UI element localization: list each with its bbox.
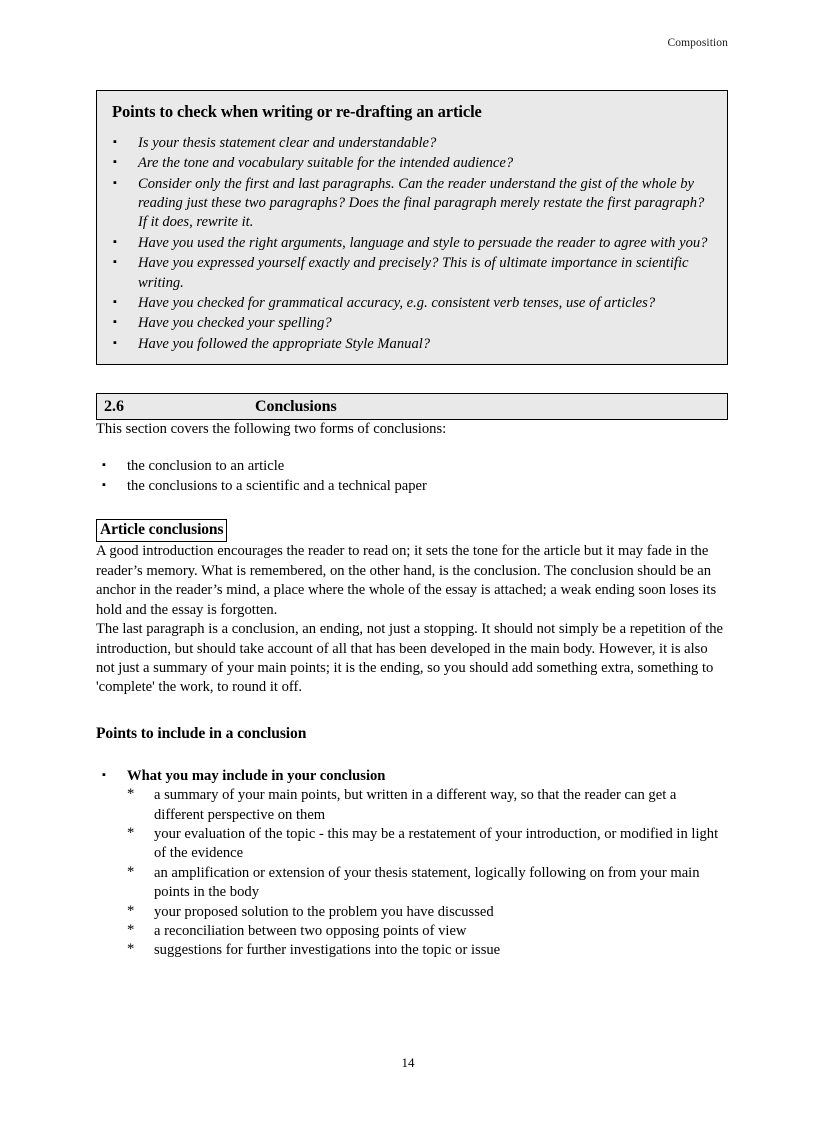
list-item (107, 134, 715, 153)
square-bullet-icon: ▪ (102, 458, 106, 471)
checklist-items (107, 134, 715, 354)
list-item (96, 941, 728, 960)
list-item (96, 477, 728, 496)
list-item (107, 175, 715, 233)
list-item-text: Have you used the right arguments, language and style to persuade the reader to agree with you? (138, 234, 708, 251)
square-bullet-icon: ▪ (102, 768, 106, 781)
square-bullet-icon: ▪ (102, 479, 106, 492)
list-item-text: the conclusion to an article (127, 457, 285, 474)
list-item-text: Have you followed the appropriate Style Manual? (138, 335, 431, 352)
page-content (96, 90, 728, 961)
list-item (107, 335, 715, 354)
list-item-text: Consider only the first and last paragraphs. Can the reader understand the gist of the whole by reading just these two paragraphs? Does the final paragraph merely restate the first paragraph? If it does, rewrite it. (138, 175, 705, 231)
square-bullet-icon: ▪ (113, 156, 117, 169)
square-bullet-icon: ▪ (113, 316, 117, 329)
square-bullet-icon: ▪ (113, 176, 117, 189)
boxed-heading-wrapper (96, 497, 728, 542)
list-item (107, 154, 715, 173)
intro-list (96, 457, 728, 497)
asterisk-bullet-icon: * (127, 863, 135, 880)
list-item (96, 903, 728, 922)
list-item (96, 864, 728, 903)
list-item-text: the conclusions to a scientific and a technical paper (127, 478, 427, 495)
section-title: Conclusions (255, 398, 337, 416)
asterisk-bullet-icon: * (127, 941, 135, 958)
list-item (96, 922, 728, 941)
list-item-text: suggestions for further investigations into the topic or issue (154, 942, 501, 959)
list-item (107, 254, 715, 293)
asterisk-bullet-icon: * (127, 902, 135, 919)
square-bullet-icon: ▪ (113, 256, 117, 269)
list-item-text: Is your thesis statement clear and understandable? (138, 134, 437, 151)
list-item-text: a reconciliation between two opposing points of view (154, 922, 467, 939)
list-item-text: Have you checked your spelling? (138, 315, 332, 332)
intro-lead-in: This section covers the following two forms of conclusions: (96, 421, 447, 438)
square-bullet-icon: ▪ (113, 296, 117, 309)
points-to-include-heading: Points to include in a conclusion (96, 724, 307, 742)
list-item (96, 786, 728, 825)
square-bullet-icon: ▪ (113, 235, 117, 248)
list-item (107, 234, 715, 253)
page-number: 14 (401, 1055, 415, 1070)
square-bullet-icon: ▪ (113, 135, 117, 148)
list-item-text: an amplification or extension of your thesis statement, logically following on from your main points in the body (154, 864, 700, 901)
list-item (96, 457, 728, 476)
list-item-text: What you may include in your conclusion (127, 767, 386, 784)
article-conclusions-heading: Article conclusions (96, 519, 227, 542)
asterisk-bullet-icon: * (127, 824, 135, 841)
points-sub-list (96, 786, 728, 961)
list-item-text: your proposed solution to the problem you have discussed (154, 903, 494, 920)
running-header: Composition (667, 37, 728, 49)
list-item-text: a summary of your main points, but written in a different way, so that the reader can get a different perspective on them (154, 787, 677, 823)
points-to-include-block (96, 767, 728, 961)
list-item (96, 825, 728, 864)
list-item (107, 314, 715, 333)
list-item-text: Have you checked for grammatical accuracy, e.g. consistent verb tenses, use of articles? (138, 295, 656, 312)
list-item (96, 767, 728, 786)
article-conclusions-paragraph-2: The last paragraph is a conclusion, an ending, not just a stopping. It should not simply be a repetition of the introduction, but should take account of all that has been developed in the main body. However, it is also not just a summary of your main points; it is the ending, so you should add something extra, something to 'complete' the work, to round it off. (96, 621, 724, 696)
list-item-text: Have you expressed yourself exactly and precisely? This is of ultimate importance in scientific writing. (138, 255, 689, 291)
asterisk-bullet-icon: * (127, 921, 135, 938)
list-item-text: Are the tone and vocabulary suitable for the intended audience? (138, 155, 514, 172)
asterisk-bullet-icon: * (127, 786, 135, 803)
section-number: 2.6 (104, 398, 124, 416)
section-heading-bar (96, 393, 728, 420)
list-item (107, 294, 715, 313)
square-bullet-icon: ▪ (113, 336, 117, 349)
checklist-box (96, 90, 728, 365)
article-conclusions-paragraph-1: A good introduction encourages the reader to read on; it sets the tone for the article but it may fade in the reader’s memory. What is remembered, on the other hand, is the conclusion. The conclusion should be an anchor in the reader’s mind, a place where the whole of the essay is attached; a weak ending soon loses its hold and the essay is forgotten. (96, 543, 717, 618)
list-item-text: your evaluation of the topic - this may be a restatement of your introduction, or modified in light of the evidence (154, 825, 719, 862)
checklist-title: Points to check when writing or re-drafting an article (112, 102, 482, 121)
